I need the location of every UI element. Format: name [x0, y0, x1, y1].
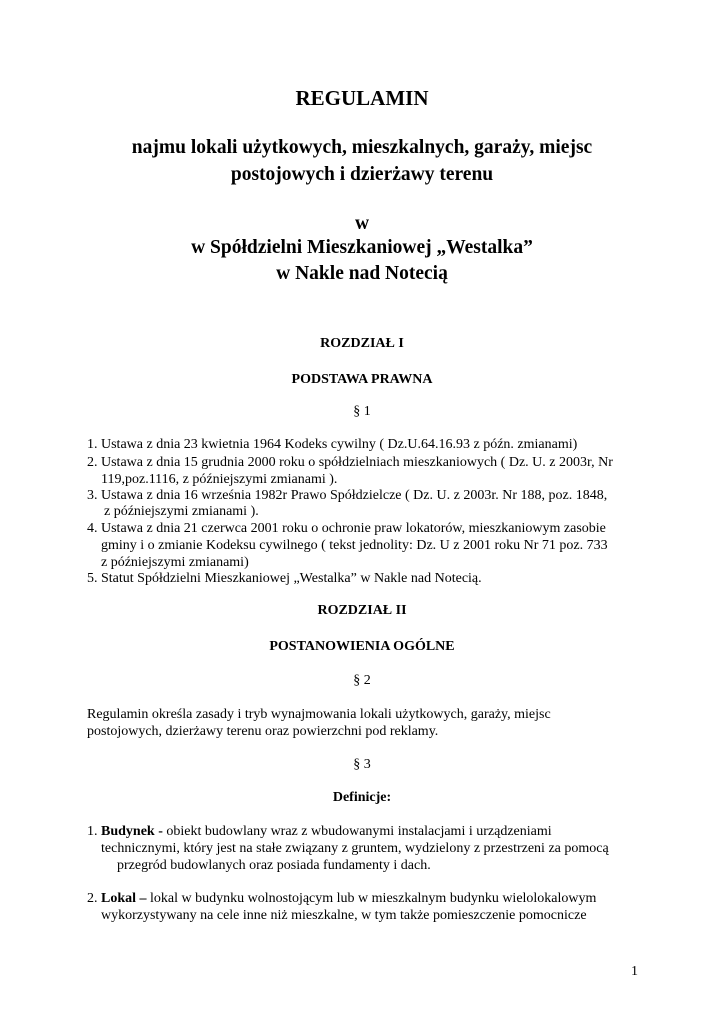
- definition-2-line-1: [87, 890, 596, 908]
- definition-2-number: 2.: [87, 891, 98, 906]
- legal-basis-item-4-line-3: z późniejszymi zmianami): [101, 555, 249, 570]
- definition-2-line-2: wykorzystywany na cele inne niż mieszkalne, w tym także pomieszczenie pomocnicze: [101, 908, 587, 923]
- section-2-sign: § 2: [353, 673, 371, 688]
- subtitle-w: w: [354, 213, 370, 234]
- legal-basis-item-5: 5. Statut Spółdzielni Mieszkaniowej „Westalka” w Nakle nad Notecią.: [87, 571, 482, 586]
- definition-1-line-1: [87, 823, 552, 841]
- definition-1-text: obiekt budowlany wraz z wbudowanymi instalacjami i urządzeniami: [162, 824, 552, 839]
- definition-1-line-3: przegród budowlanych oraz posiada fundamenty i dach.: [117, 858, 431, 873]
- legal-basis-item-4-line-2: gminy i o zmianie Kodeksu cywilnego ( tekst jednolity: Dz. U z 2001 roku Nr 71 poz. 733: [101, 538, 608, 553]
- legal-basis-item-3-line-1: 3. Ustawa z dnia 16 września 1982r Prawo Spółdzielcze ( Dz. U. z 2003r. Nr 188, poz. 1848,: [87, 488, 608, 503]
- subtitle-line-2: postojowych i dzierżawy terenu: [230, 164, 494, 185]
- chapter-2-label: ROZDZIAŁ II: [317, 603, 407, 618]
- definition-1-number: 1.: [87, 824, 98, 839]
- subtitle-line-1: najmu lokali użytkowych, mieszkalnych, garaży, miejsc: [131, 137, 593, 158]
- legal-basis-item-1: 1. Ustawa z dnia 23 kwietnia 1964 Kodeks cywilny ( Dz.U.64.16.93 z późn. zmianami): [87, 437, 578, 452]
- subtitle-line-3: w Spółdzielni Mieszkaniowej „Westalka”: [191, 237, 533, 258]
- definition-1-term: Budynek -: [101, 824, 163, 839]
- legal-basis-item-2-line-1: 2. Ustawa z dnia 15 grudnia 2000 roku o spółdzielniach mieszkaniowych ( Dz. U. z 2003r, Nr: [87, 455, 613, 470]
- section-3-sign: § 3: [353, 757, 371, 772]
- section-2-text-line-2: postojowych, dzierżawy terenu oraz powierzchni pod reklamy.: [87, 724, 439, 739]
- section-2-text-line-1: Regulamin określa zasady i tryb wynajmowania lokali użytkowych, garaży, miejsc: [87, 707, 551, 722]
- page-number: 1: [631, 964, 638, 979]
- legal-basis-item-2-line-2: 119,poz.1116, z późniejszymi zmianami ).: [101, 472, 338, 487]
- definition-2-text: lokal w budynku wolnostojącym lub w mieszkalnym budynku wielolokalowym: [146, 891, 597, 906]
- definition-2-term: Lokal –: [101, 891, 147, 906]
- chapter-1-name: PODSTAWA PRAWNA: [291, 372, 433, 387]
- document-title: REGULAMIN: [295, 86, 429, 110]
- subtitle-line-4: w Nakle nad Notecią: [276, 263, 448, 284]
- chapter-1-label: ROZDZIAŁ I: [320, 336, 404, 351]
- definition-1-line-2: technicznymi, który jest na stałe związany z gruntem, wydzielony z przestrzeni za pomocą: [101, 841, 609, 856]
- legal-basis-item-3-line-2: z późniejszymi zmianami ).: [104, 504, 259, 519]
- definitions-heading: Definicje:: [332, 790, 392, 805]
- section-1-sign: § 1: [353, 404, 371, 419]
- legal-basis-item-4-line-1: 4. Ustawa z dnia 21 czerwca 2001 roku o ochronie praw lokatorów, mieszkaniowym zasobie: [87, 521, 606, 536]
- chapter-2-name: POSTANOWIENIA OGÓLNE: [269, 639, 455, 654]
